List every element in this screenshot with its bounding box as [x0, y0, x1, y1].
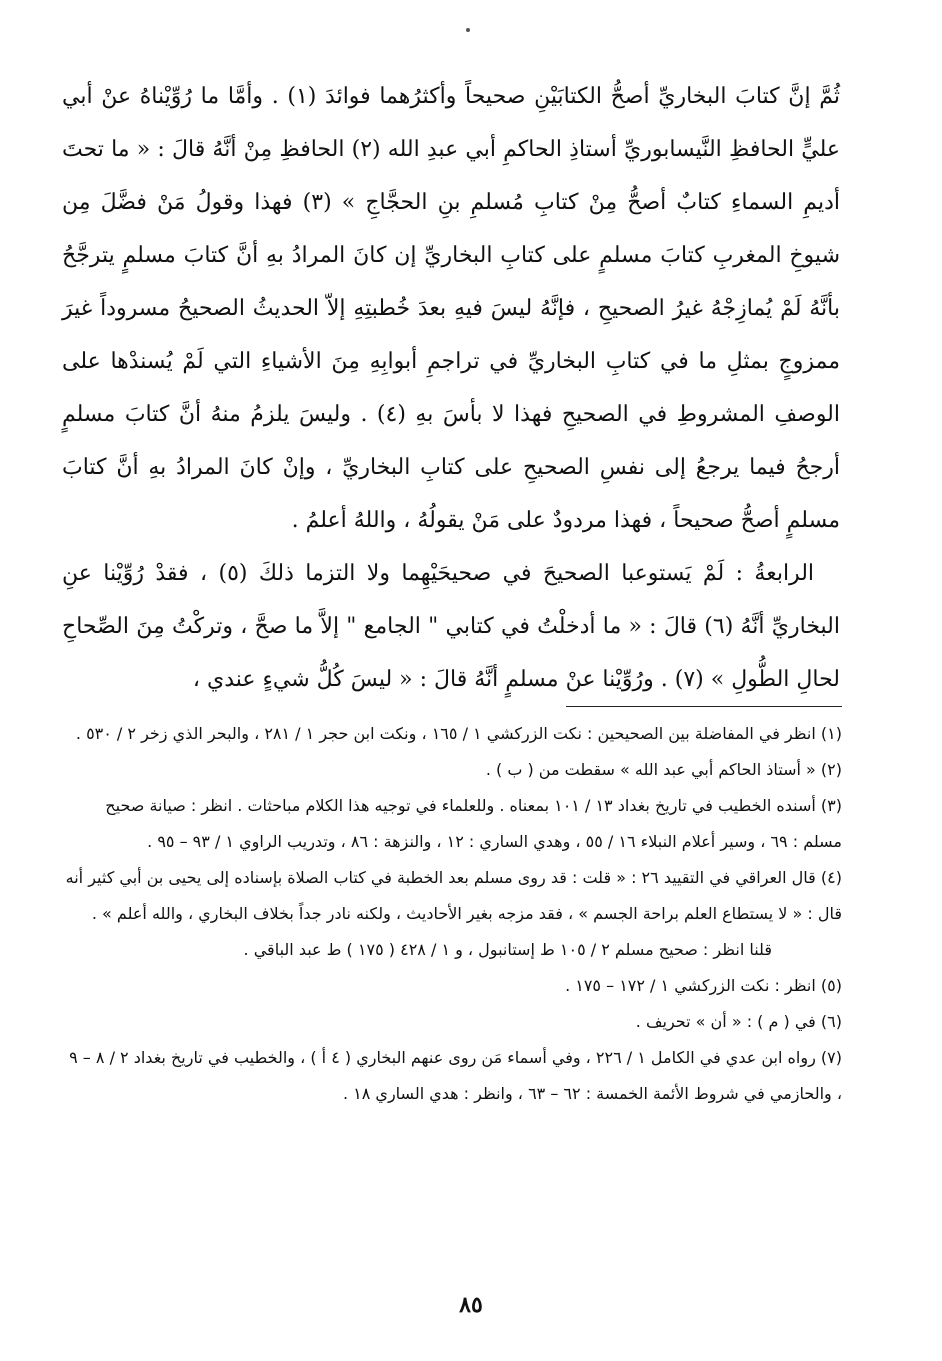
footnote-marker: (٦)	[820, 1012, 842, 1031]
footnote-marker: (٧)	[820, 1048, 842, 1067]
footnote-3	[62, 788, 842, 860]
paragraph: ثُمَّ إنَّ كتابَ البخاريِّ أصحُّ الكتابَيْنِ صحيحاً وأكثرُهما فوائدَ (١) . وأمَّا ما رُوِّيْناهُ عنْ أبي عليٍّ الحافظِ النَّيسابوريِّ أستاذِ الحاكمِ أبي عبدِ الله (٢) الحافظِ مِنْ أنَّهُ قالَ : « ما تحتَ أديمِ السماءِ كتابٌ أصحُّ مِنْ كتابِ مُسلمِ بنِ الحجَّاجِ » (٣) فهذا وقولُ مَنْ فضَّلَ مِن شيوخِ المغربِ كتابَ مسلمٍ على كتابِ البخاريِّ إن كانَ المرادُ بهِ أنَّ كتابَ مسلمٍ يترجَّحُ بأنَّهُ لَمْ يُمازِجْهُ غيرُ الصحيحِ ، فإنَّهُ ليسَ فيهِ بعدَ خُطبتِهِ إلاّ الحديثُ الصحيحُ مسروداً غيرَ ممزوجٍ بمثلِ ما في كتابِ البخاريِّ في تراجمِ أبوابِهِ مِنَ الأشياءِ التي لَمْ يُسندْها على الوصفِ المشروطِ في الصحيحِ فهذا لا بأسَ بهِ (٤) . وليسَ يلزمُ منهُ أنَّ كتابَ مسلمٍ أرجحُ فيما يرجعُ إلى نفسِ الصحيحِ على كتابِ البخاريِّ ، وإنْ كانَ المرادُ بهِ أنَّ كتابَ مسلمٍ أصحُّ صحيحاً ، فهذا مردودٌ على مَنْ يقولُهُ ، واللهُ أعلمُ .	[62, 84, 841, 533]
footnote-6	[62, 1004, 842, 1040]
footnote-marker: (٣)	[820, 796, 842, 815]
footnote-1	[62, 716, 842, 752]
footnote-4-addendum: قلنا انظر : صحيح مسلم ٢ / ١٠٥ ط إستانبول ، و ١ / ٤٢٨ ( ١٧٥ ) ط عبد الباقي .	[243, 940, 772, 959]
footnote-text: في ( م ) : « أن » تحريف .	[635, 1012, 816, 1031]
footnote-text: انظر في المفاضلة بين الصحيحين : نكت الزركشي ١ / ١٦٥ ، ونكت ابن حجر ١ / ٢٨١ ، والبحر الذي زخر ٢ / ٥٣٠ .	[75, 724, 816, 743]
footnote-5	[62, 968, 842, 1004]
footnote-text: انظر : نكت الزركشي ١ / ١٧٢ – ١٧٥ .	[565, 976, 816, 995]
scan-dot	[466, 28, 470, 32]
footnotes	[62, 716, 842, 1112]
footnote-7	[62, 1040, 842, 1112]
footnote-text: قال العراقي في التقييد ٢٦ : « قلت : قد روى مسلم بعد الخطبة في كتاب الصلاة بإسناده إلى يحيى بن أبي كثير أنه قال : « لا يستطاع العلم براحة الجسم » ، فقد مزجه بغير الأحاديث ، ولكنه نادر جداً بخلاف البخاري ، والله أعلم » .	[65, 868, 842, 923]
footnote-4	[62, 860, 842, 932]
paragraph: الرابعةُ : لَمْ يَستوعبا الصحيحَ في صحيحَيْهِما ولا التزما ذلكَ (٥) ، فقدْ رُوِّيْنا عنِ البخاريِّ أنَّهُ (٦) قالَ : « ما أدخلْتُ في كتابي " الجامع " إلاَّ ما صحَّ ، وتركْتُ مِنَ الصِّحاحِ لحالِ الطُّولِ » (٧) . ورُوِّيْنا عنْ مسلمٍ أنَّهُ قالَ : « ليسَ كُلُّ شيءٍ عندي ،	[62, 561, 840, 692]
footnote-text: رواه ابن عدي في الكامل ١ / ٢٢٦ ، وفي أسماء مَن روى عنهم البخاري ( ٤ أ ) ، والخطيب في تاريخ بغداد ٢ / ٨ – ٩ ، والحازمي في شروط الأئمة الخمسة : ٦٢ – ٦٣ ، وانظر : هدي الساري ١٨ .	[69, 1048, 842, 1103]
footnote-marker: (١)	[820, 724, 842, 743]
footnote-text: أسنده الخطيب في تاريخ بغداد ١٣ / ١٠١ بمعناه . وللعلماء في توجيه هذا الكلام مباحثات . انظر : صيانة صحيح مسلم : ٦٩ ، وسير أعلام النبلاء ١٦ / ٥٥ ، وهدي الساري : ١٢ ، والنزهة : ٨٦ ، وتدريب الراوي ١ / ٩٣ – ٩٥ .	[105, 796, 842, 851]
footnote-marker: (٤)	[820, 868, 842, 887]
footnote-divider	[566, 706, 842, 707]
page-number: ٨٥	[459, 1292, 483, 1318]
footnote-2	[62, 752, 842, 788]
main-text	[62, 70, 840, 706]
footnote-text: « أستاذ الحاكم أبي عبد الله » سقطت من ( ب ) .	[485, 760, 816, 779]
footnote-marker: (٢)	[820, 760, 842, 779]
footnote-marker: (٥)	[820, 976, 842, 995]
